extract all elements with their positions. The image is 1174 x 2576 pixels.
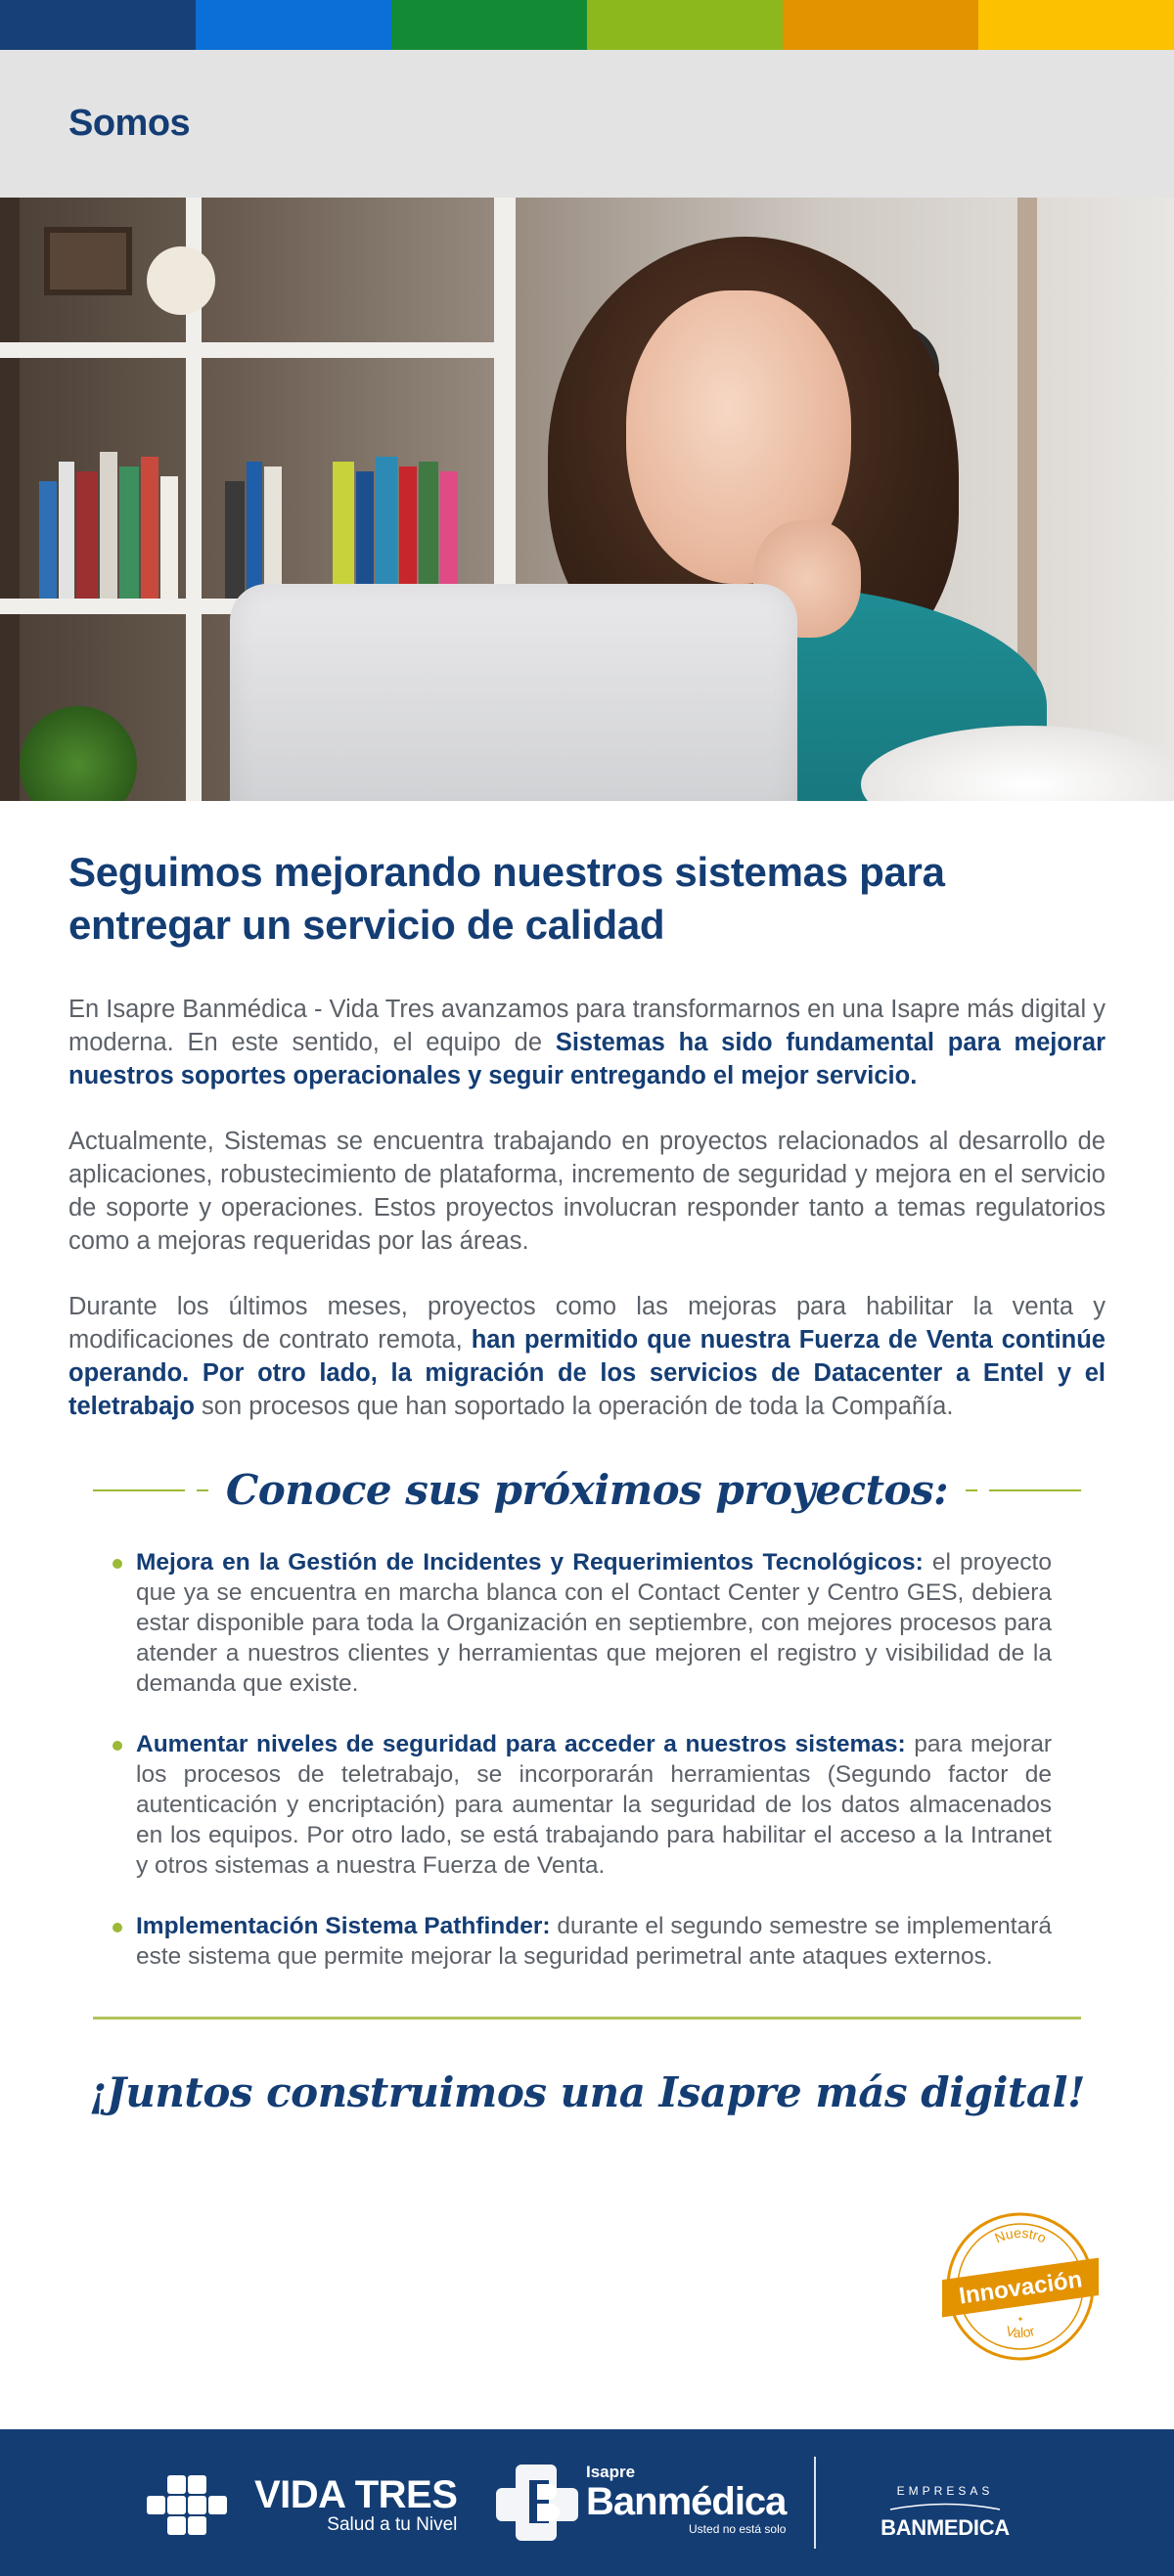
projects-list	[113, 1547, 1052, 1972]
vidatres-name: VIDA TRES	[254, 2473, 458, 2516]
project-description: durante el segundo semestre se implementará este sistema que permite mejorar la seguridad perimetral ante ataques externos.	[136, 1913, 1053, 1970]
footer	[0, 2429, 1174, 2576]
empresas-label: EMPRESAS	[896, 2484, 994, 2498]
header	[0, 50, 1174, 198]
project-item	[113, 1911, 1052, 1972]
project-item	[113, 1729, 1052, 1881]
bullet-icon	[113, 1741, 122, 1751]
project-description: para mejorar los procesos de teletrabajo, se incorporarán herramientas (Segundo factor de autenticación y encriptación) para aumentar la seguridad de los datos almacenados en los equipos. Por otro lado, se está trabajando para habilitar el acceso a la Intranet y otros sistemas a nuestra Fuerza de Venta.	[136, 1731, 1052, 1879]
seal-top-text: Nuestro	[992, 2224, 1049, 2246]
color-stripe	[196, 0, 391, 50]
innovation-seal-icon	[942, 2208, 1099, 2365]
laptop	[230, 584, 797, 801]
heading-dash	[197, 1489, 208, 1491]
banmedica-name: Banmédica	[586, 2480, 787, 2523]
empresas-name: BANMEDICA	[880, 2515, 1010, 2540]
svg-text:Valor	[1005, 2323, 1037, 2340]
paragraph-highlight: Sistemas ha sido fundamental para mejorar nuestros soportes operacionales y seguir entregando el mejor servicio.	[68, 1029, 1106, 1089]
bullet-icon	[113, 1559, 122, 1569]
color-stripe	[978, 0, 1174, 50]
paragraph-text: Durante los últimos meses, proyectos como las mejoras para habilitar la venta y modificaciones de contrato remota,	[68, 1293, 1106, 1354]
article-paragraph	[68, 993, 1106, 1092]
color-stripe	[587, 0, 783, 50]
article-headline: Seguimos mejorando nuestros sistemas para entregar un servicio de calidad	[68, 849, 945, 948]
paragraph-highlight: han permitido que nuestra Fuerza de Venta continúe operando. Por otro lado, la migración de los servicios de Datacenter a Entel y el teletrabajo	[68, 1326, 1106, 1420]
article	[0, 846, 1174, 1423]
color-bar	[0, 0, 1174, 50]
vidatres-cross-icon	[147, 2474, 241, 2537]
footer-divider	[814, 2457, 816, 2549]
heading-line	[93, 1489, 185, 1491]
heading-dash	[966, 1489, 977, 1491]
vidatres-tagline: Salud a tu Nivel	[327, 2514, 458, 2535]
svg-text:✦: ✦	[1016, 2315, 1024, 2324]
banmedica-cross-icon	[494, 2459, 580, 2541]
project-name: Implementación Sistema Pathfinder:	[136, 1913, 551, 1939]
empresas-banmedica-logo	[861, 2484, 1029, 2541]
projects-heading	[93, 1466, 1081, 1514]
project-description: el proyecto que ya se encuentra en marcha blanca con el Contact Center y Centro GES, debiera estar disponible para toda la Organización en septiembre, con mejores procesos para atender a nuestros clientes y herramientas que mejoren el registro y visibilidad de la demanda que existe.	[136, 1549, 1052, 1697]
project-item	[113, 1547, 1052, 1699]
color-stripe	[783, 0, 978, 50]
arc-decor	[861, 2501, 1029, 2510]
projects-title: Conoce sus próximos proyectos:	[225, 1466, 949, 1514]
section-divider	[93, 2017, 1081, 2020]
article-paragraph	[68, 1290, 1106, 1423]
paragraph-text: En Isapre Banmédica - Vida Tres avanzamos para transformarnos en una Isapre más digital y moderna. En este sentido, el equipo de	[68, 996, 1106, 1056]
page-title: Somos	[68, 103, 191, 144]
color-stripe	[391, 0, 587, 50]
seal-bottom-text: Valor	[1004, 2323, 1037, 2341]
project-name: Aumentar niveles de seguridad para acceder a nuestros sistemas:	[136, 1731, 906, 1757]
photo-frame-decor	[44, 227, 132, 295]
bookshelf-board	[0, 342, 509, 358]
books-right	[225, 452, 489, 599]
seal-center-text: Innovación	[957, 2266, 1084, 2310]
bookshelf-edge	[0, 198, 20, 801]
svg-text:Nuestro	[992, 2225, 1049, 2246]
vidatres-logo	[147, 2474, 457, 2537]
article-paragraph: Actualmente, Sistemas se encuentra trabajando en proyectos relacionados al desarrollo de aplicaciones, robustecimiento de plataforma, incremento de seguridad y mejora en el servicio de soporte y operaciones. Estos proyectos involucran responder tanto a temas regulatorios como a mejoras requeridas por las áreas.	[68, 1128, 1106, 1255]
books-left	[39, 442, 181, 599]
project-name: Mejora en la Gestión de Incidentes y Requerimientos Tecnológicos:	[136, 1549, 924, 1576]
vase-decor	[147, 246, 215, 315]
banmedica-logo	[494, 2459, 786, 2541]
heading-line	[989, 1489, 1081, 1491]
banmedica-isapre-label: Isapre	[586, 2463, 636, 2481]
closing-slogan: ¡Juntos construimos una Isapre más digital!	[89, 2068, 1085, 2116]
bullet-icon	[113, 1923, 122, 1932]
hero-photo	[0, 198, 1174, 801]
paragraph-text: son procesos que han soportado la operación de toda la Compañía.	[194, 1393, 954, 1420]
banmedica-slogan: Usted no está solo	[689, 2522, 787, 2536]
color-stripe	[0, 0, 196, 50]
